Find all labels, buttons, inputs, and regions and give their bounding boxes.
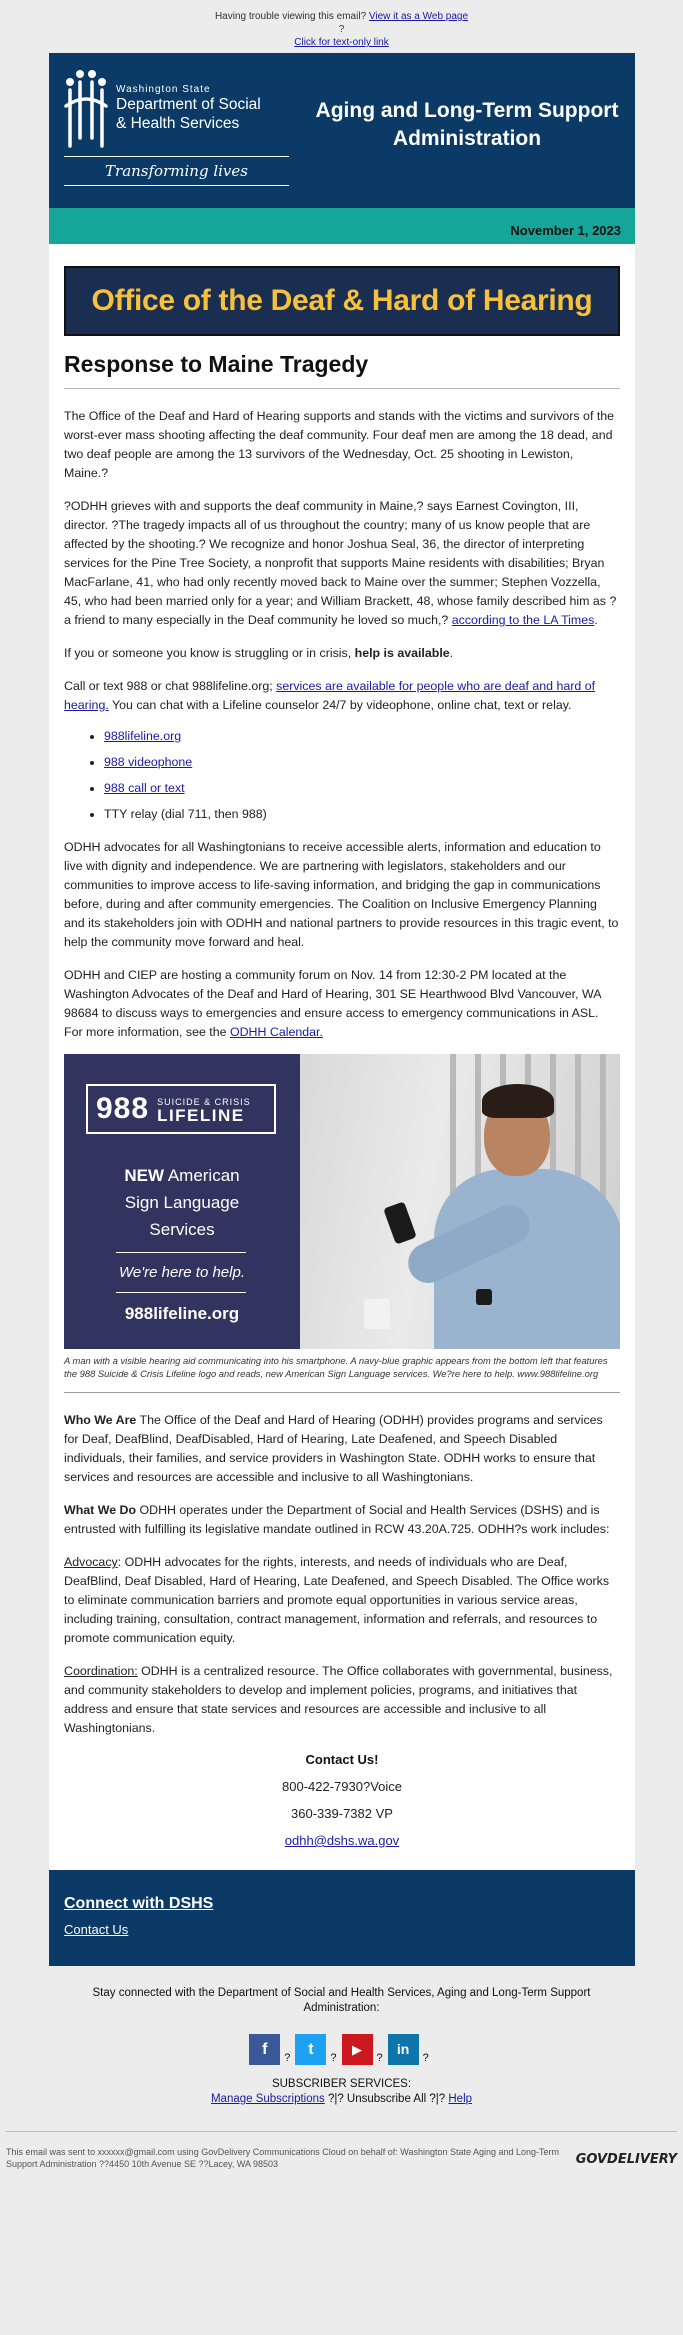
lifeline-subtitle: SUICIDE & CRISIS: [157, 1097, 251, 1107]
coordination-label: Coordination:: [64, 1664, 138, 1678]
footer: [0, 1966, 683, 2170]
paragraph-2-text: ?ODHH grieves with and supports the deaf community in Maine,? says Earnest Covington, III, director. ?The tragedy impacts all of us throughout the country; many of us know people that are affected by the shooting.? We recognize and honor Joshua Seal, 36, the director of interpreting services for the Pine Tree Society, a nonprofit that supports Maine residents with disabilities; Bryan MacFarlane, 41, who had only recently moved back to Maine over the summer; Stephen Vozzella, 45, who had been married only for a year; and William Brackett, 48, whose family described him as ?a friend to many especially in the Deaf community he loved so much,?: [64, 499, 617, 627]
help-link[interactable]: Help: [448, 2093, 473, 2105]
list-item: [104, 805, 620, 824]
lifeline-logo: [86, 1084, 276, 1134]
hero-url-text: 988lifeline.org: [124, 1304, 240, 1323]
advocacy-paragraph: [64, 1553, 620, 1648]
logo-dept: Department of Social: [116, 96, 261, 113]
view-web-page-link[interactable]: View it as a Web page: [368, 11, 469, 22]
section-divider: [64, 1392, 620, 1393]
social-icons: [0, 2034, 683, 2065]
office-banner-text: Office of the Deaf & Hard of Hearing: [91, 284, 593, 317]
odhh-calendar-link[interactable]: ODHH Calendar.: [229, 1025, 323, 1039]
date-bar: [49, 208, 635, 244]
manage-subscriptions-link[interactable]: Manage Subscriptions: [210, 2093, 325, 2105]
contact-us-link[interactable]: Contact Us: [64, 1922, 129, 1937]
article-title: Response to Maine Tragedy: [64, 351, 369, 377]
preheader-trouble-text: Having trouble viewing this email?: [214, 11, 367, 22]
help-available-text: help is available: [354, 646, 450, 660]
social-separator: ?: [422, 2052, 429, 2064]
youtube-icon[interactable]: ▶: [342, 2034, 373, 2065]
hero-divider: [116, 1252, 246, 1253]
paragraph-3-text: If you or someone you know is struggling or in crisis,: [64, 646, 355, 660]
contact-vp: 360-339-7382 VP: [291, 1806, 393, 1821]
advocacy-label: Advocacy: [64, 1555, 118, 1569]
logo-tagline: Transforming lives: [105, 162, 248, 180]
list-item: [104, 753, 620, 772]
who-we-are-text: The Office of the Deaf and Hard of Hearing (ODHH) provides programs and services for Deaf, DeafBlind, DeafDisabled, Hard of Hearing, Late Deafened, and Speech Disabled individuals, their families, and service providers in Washington State. ODHH works to ensure that services and resources are accessible and inclusive to all Washingtonians.: [64, 1413, 603, 1484]
legal-text: This email was sent to xxxxxx@gmail.com using GovDelivery Communications Cloud on behalf of: Washington State Aging and Long-Term Support Administration ??4450 10th Avenue SE ??Lacey, WA 98503: [6, 2147, 560, 2169]
lifeline-hero-image[interactable]: [64, 1054, 620, 1349]
hero-line-2: Sign Language: [124, 1193, 240, 1212]
contact-email-link[interactable]: odhh@dshs.wa.gov: [284, 1833, 400, 1848]
lifeline-number: 988: [96, 1092, 150, 1125]
unsubscribe-text: ?|? Unsubscribe All ?|?: [324, 2093, 449, 2105]
what-we-do-paragraph: [64, 1501, 620, 1539]
coordination-paragraph: [64, 1662, 620, 1738]
la-times-link[interactable]: according to the LA Times: [451, 613, 595, 627]
hero-line-3: Services: [149, 1220, 215, 1239]
admin-title: Aging and Long-Term Support Administration: [315, 99, 619, 150]
hero-asl-text: [64, 1162, 300, 1243]
issue-date: November 1, 2023: [510, 223, 621, 238]
paragraph-6: [64, 966, 620, 1042]
contact-voice: 800-422-7930?Voice: [282, 1779, 402, 1794]
lifeline-word: LIFELINE: [157, 1106, 245, 1125]
email-body: [49, 53, 635, 1966]
paragraph-4-text: Call or text 988 or chat 988lifeline.org;: [64, 679, 277, 693]
what-we-do-text: ODHH operates under the Department of Social and Health Services (DSHS) and is entrusted with fulfilling its legislative mandate outlined in RCW 43.20A.725. ODHH?s work includes:: [64, 1503, 610, 1536]
connect-section: [49, 1870, 635, 1966]
paragraph-3-end: .: [449, 646, 454, 660]
paragraph-2: [64, 497, 620, 630]
office-banner: [64, 266, 620, 336]
header-banner: [49, 53, 635, 208]
text-only-link[interactable]: Click for text-only link: [294, 37, 389, 48]
paragraph-6-text: ODHH and CIEP are hosting a community forum on Nov. 14 from 12:30-2 PM located at the Washington Advocates of the Deaf and Hard of Hearing, 301 SE Hearthwood Blvd Vancouver, WA 98684 to discuss ways to emergencies and ensure access to emergency communications in ASL. For more information, see the: [64, 968, 601, 1039]
paragraph-1: The Office of the Deaf and Hard of Hearing supports and stands with the victims and survivors of the worst-ever mass shooting affecting the deaf community. Four deaf men are among the 18 dead, and two deaf people are among the 13 survivors of the Wednesday, Oct. 25 shooting in Lewiston, Maine.?: [64, 409, 615, 480]
preheader-qmark: ?: [338, 24, 345, 35]
what-we-do-label: What We Do: [64, 1503, 137, 1517]
watch-shape: [476, 1289, 492, 1305]
subscriber-label: SUBSCRIBER SERVICES:: [271, 2078, 412, 2090]
hero-divider: [116, 1292, 246, 1293]
logo-state: Washington State: [116, 84, 211, 95]
hero-american-word: American: [164, 1166, 240, 1185]
subscriber-services: [0, 2077, 683, 2107]
contact-title: Contact Us!: [305, 1752, 379, 1767]
list-item: [104, 727, 620, 746]
hero-new-word: NEW: [124, 1166, 165, 1185]
logo-divider: [64, 156, 289, 157]
social-separator: ?: [284, 2052, 291, 2064]
list-item: [104, 779, 620, 798]
paragraph-2-end: .: [594, 613, 598, 627]
tty-relay-text: TTY relay (dial 711, then 988): [104, 807, 267, 821]
main-content: [49, 244, 635, 1848]
linkedin-icon[interactable]: in: [388, 2034, 419, 2065]
call-text-link[interactable]: 988 call or text: [104, 781, 185, 795]
resource-list: [104, 727, 620, 824]
twitter-icon[interactable]: t: [295, 2034, 326, 2065]
preheader: [0, 0, 683, 53]
who-we-are-paragraph: [64, 1411, 620, 1487]
social-separator: ?: [330, 2052, 337, 2064]
connect-with-dshs-link[interactable]: Connect with DSHS: [64, 1895, 214, 1912]
dshs-figures-icon: [64, 68, 108, 148]
title-divider: [64, 388, 620, 389]
cup-shape: [364, 1299, 390, 1329]
dshs-logo[interactable]: [49, 53, 299, 186]
paragraph-3: [64, 644, 620, 663]
stay-connected-text: Stay connected with the Department of Social and Health Services, Aging and Long-Term Support Administration:: [92, 1987, 591, 2014]
social-separator: ?: [376, 2052, 383, 2064]
legal-footer: [6, 2131, 677, 2170]
logo-divider-2: [64, 185, 289, 186]
paragraph-4: [64, 677, 620, 715]
deaf-services-link[interactable]: services are available for people who are deaf and hard of hearing.: [64, 679, 596, 712]
paragraph-5: ODHH advocates for all Washingtonians to receive accessible alerts, information and education to live with dignity and independence. We are partnering with legislators, stakeholders and our communities to improve access to life-saving information, and bridging the gap in communications before, during and after community emergencies. The Coalition on Inclusive Emergency Planning and its stakeholders join with ODHH and national partners to provide resources in this tragic event, to help the community move forward and heal.: [64, 840, 619, 949]
coordination-text: ODHH is a centralized resource. The Office collaborates with governmental, business, and community stakeholders to develop and implement policies, programs, and initiatives that address and ensure that state services and resources are accessible and inclusive to all Washingtonians.: [64, 1664, 613, 1735]
advocacy-text: : ODHH advocates for the rights, interests, and needs of individuals who are Deaf, DeafBlind, Deaf Disabled, Hard of Hearing, Late Deafened, and Speech Disabled. The Office works to eliminate communication barriers and promote equal opportunities in various service areas, including training, consultation, contract management, information and referrals, and resources to promote communication equity.: [64, 1555, 610, 1645]
person-hair-shape: [482, 1084, 554, 1118]
logo-dept-2: & Health Services: [116, 115, 240, 132]
contact-block: [64, 1752, 620, 1848]
lifeline-org-link[interactable]: 988lifeline.org: [104, 729, 182, 743]
videophone-link[interactable]: 988 videophone: [104, 755, 193, 769]
paragraph-4-end: You can chat with a Lifeline counselor 24/7 by videophone, online chat, text or relay.: [108, 698, 572, 712]
facebook-icon[interactable]: f: [249, 2034, 280, 2065]
govdelivery-logo[interactable]: GOVDELIVERY: [575, 2152, 677, 2167]
who-we-are-label: Who We Are: [64, 1413, 137, 1427]
hero-help-text: We're here to help.: [119, 1264, 245, 1281]
image-caption: A man with a visible hearing aid communicating into his smartphone. A navy-blue graphic appears from the bottom left that features the 988 Suicide & Crisis Lifeline logo and reads, new American Sign Language services. We?re here to help. www.988lifeline.org: [64, 1355, 608, 1379]
